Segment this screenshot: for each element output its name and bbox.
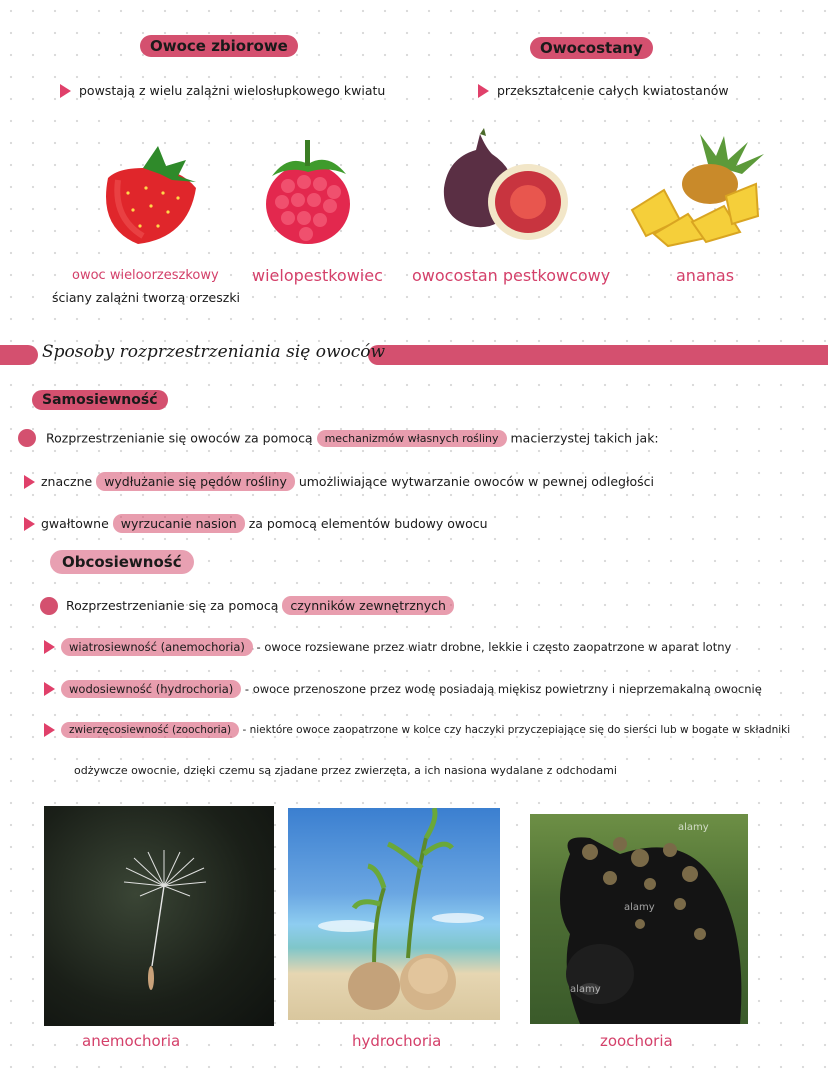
label-owocostan-pestkowcowy: owocostan pestkowcowy xyxy=(412,266,611,285)
bullet-owocostany: przekształcenie całych kwiatostanów xyxy=(478,82,729,98)
zoochoria-photo xyxy=(530,814,748,1024)
triangle-bullet-icon xyxy=(60,84,71,98)
circle-bullet-icon xyxy=(40,597,58,615)
banner-right-bar xyxy=(368,345,828,365)
triangle-bullet-icon xyxy=(44,682,55,696)
watermark-text: alamy xyxy=(678,822,709,833)
dandelion-seed-icon xyxy=(44,806,274,1026)
obco-intro: Rozprzestrzenianie się za pomocą czynników zewnętrznych xyxy=(40,596,454,615)
obco-bullet-zoochoria: zwierzęcosiewność (zoochoria) - niektóre owoce zaopatrzone w kolce czy haczyki przyczepiające się do sierści lub w bogate w składniki xyxy=(44,722,790,738)
samo-bullet-1: znaczne wydłużanie się pędów rośliny umożliwiające wytwarzanie owoców w pewnej odległości xyxy=(24,472,654,491)
circle-bullet-icon xyxy=(18,429,36,447)
heading-owoce-zbiorowe: Owoce zbiorowe xyxy=(140,36,298,55)
obco-bullet-zoochoria-cont: odżywcze owocnie, dzięki czemu są zjadane przez zwierzęta, a ich nasiona wydalane z odchodami xyxy=(74,764,617,777)
banner-title: Sposoby rozprzestrzeniania się owoców xyxy=(42,342,386,362)
banner-left-bar xyxy=(0,345,38,365)
anemochoria-photo xyxy=(44,806,274,1026)
fig-image xyxy=(440,128,570,246)
obco-bullet-hydrochoria: wodosiewność (hydrochoria) - owoce przenoszone przez wodę posiadają miękisz powietrzny i nieprzemakalną owocnię xyxy=(44,680,762,698)
watermark-text: alamy xyxy=(624,902,655,913)
triangle-bullet-icon xyxy=(478,84,489,98)
triangle-bullet-icon xyxy=(24,475,35,489)
heading-obcosiewnosc: Obcosiewność xyxy=(50,552,194,571)
samo-intro: Rozprzestrzenianie się owoców za pomocą mechanizmów własnych rośliny macierzystej takich jak: xyxy=(18,429,659,447)
heading-owocostany: Owocostany xyxy=(530,38,653,57)
label-ananas: ananas xyxy=(676,266,735,285)
caption-hydrochoria: hydrochoria xyxy=(352,1032,442,1050)
label-sciany-zalazni: ściany zalążni tworzą orzeszki xyxy=(52,290,241,305)
hydrochoria-photo xyxy=(288,808,500,1020)
heading-samosiewnosc: Samosiewność xyxy=(32,389,168,408)
caption-anemochoria: anemochoria xyxy=(82,1032,181,1050)
triangle-bullet-icon xyxy=(44,723,55,737)
triangle-bullet-icon xyxy=(44,640,55,654)
pineapple-image xyxy=(628,134,770,250)
strawberry-image xyxy=(88,138,208,250)
raspberry-image xyxy=(258,136,358,248)
watermark-text: alamy xyxy=(570,984,601,995)
caption-zoochoria: zoochoria xyxy=(600,1032,673,1050)
label-wielopestkowiec: wielopestkowiec xyxy=(252,266,383,285)
coconut-sprout-icon xyxy=(288,808,500,1020)
samo-bullet-2: gwałtowne wyrzucanie nasion za pomocą elementów budowy owocu xyxy=(24,514,488,533)
bullet-owoce-zbiorowe: powstają z wielu zalążni wielosłupkowego kwiatu xyxy=(60,82,385,98)
label-owoc-wieloorzeszkowy: owoc wieloorzeszkowy xyxy=(72,268,219,283)
cow-with-burrs-icon xyxy=(530,814,748,1024)
triangle-bullet-icon xyxy=(24,517,35,531)
obco-bullet-anemochoria: wiatrosiewność (anemochoria) - owoce rozsiewane przez wiatr drobne, lekkie i często zaopatrzone w aparat lotny xyxy=(44,638,731,656)
